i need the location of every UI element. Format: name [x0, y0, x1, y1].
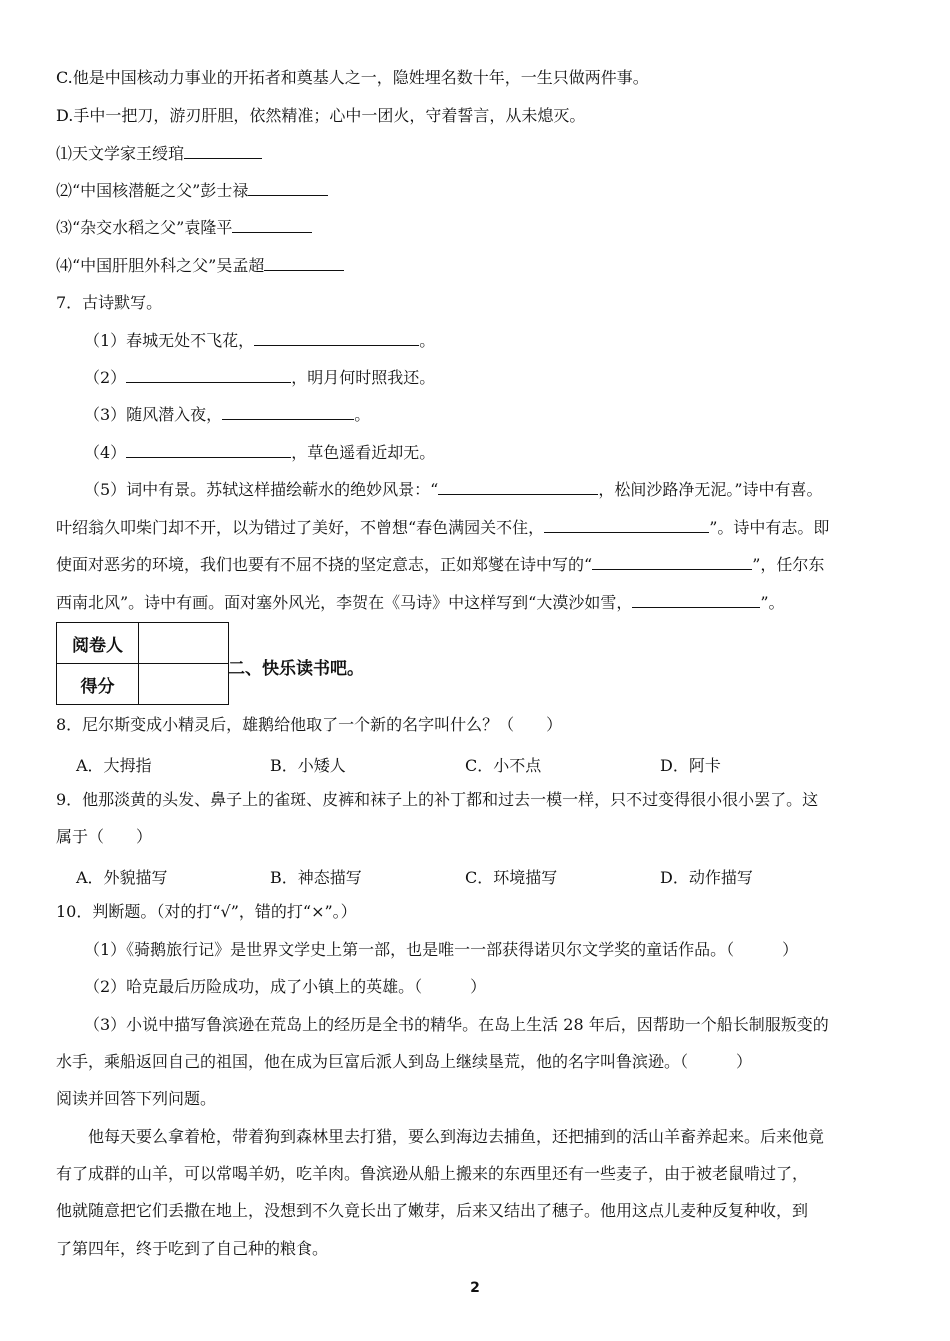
- q7-sub-2: （2） ，明月何时照我还。: [84, 368, 436, 387]
- answer-blank[interactable]: [126, 443, 291, 458]
- section-heading: 二、快乐读书吧。: [228, 659, 364, 679]
- q8-option-a[interactable]: A．大拇指: [76, 756, 152, 775]
- q7-sub-5-line1: （5）词中有景。苏轼这样描绘蕲水的绝妙风景：“ ，松间沙路净无泥。”诗中有喜。: [84, 480, 823, 499]
- q7-sub-5-line4: 西南北风”。诗中有画。面对塞外风光，李贺在《马诗》中这样写到“大漠沙如雪， ”。: [56, 593, 785, 612]
- q8-option-d[interactable]: D．阿卡: [660, 756, 721, 775]
- q10-sub-2: （2）哈克最后历险成功，成了小镇上的英雄。（ ）: [84, 977, 487, 996]
- q7-sub-4: （4） ，草色遥看近却无。: [84, 443, 436, 462]
- q10-sub-3-line2: 水手，乘船返回自己的祖国，他在成为巨富后派人到岛上继续垦荒，他的名字叫鲁滨逊。（ ）: [56, 1052, 753, 1071]
- answer-blank[interactable]: [232, 218, 312, 233]
- passage-line: 了第四年，终于吃到了自己种的粮食。: [56, 1239, 329, 1258]
- q8-stem: 8．尼尔斯变成小精灵后，雄鹅给他取了一个新的名字叫什么？（ ）: [56, 715, 563, 734]
- q10-title: 10．判断题。（对的打“√”，错的打“×”。）: [56, 902, 357, 921]
- grading-table: [56, 622, 229, 705]
- reviewer-label: 阅卷人: [57, 623, 139, 664]
- q9-option-a[interactable]: A．外貌描写: [76, 868, 168, 887]
- q6-item-1: ⑴天文学家王绶琯: [56, 144, 262, 164]
- q9-option-b[interactable]: B．神态描写: [270, 868, 362, 887]
- answer-blank[interactable]: [248, 181, 328, 196]
- q6-item-4: ⑷“中国肝胆外科之父”吴孟超: [56, 256, 344, 276]
- q8-option-c[interactable]: C．小不点: [465, 756, 542, 775]
- q8-option-b[interactable]: B．小矮人: [270, 756, 346, 775]
- answer-blank[interactable]: [222, 405, 354, 420]
- score-cell[interactable]: [139, 664, 229, 705]
- q6-option-d: D.手中一把刀，游刃肝胆，依然精准；心中一团火，守着誓言，从未熄灭。: [56, 106, 586, 125]
- q9-option-c[interactable]: C．环境描写: [465, 868, 558, 887]
- answer-blank[interactable]: [126, 368, 291, 383]
- answer-blank[interactable]: [264, 256, 344, 271]
- answer-blank[interactable]: [254, 331, 419, 346]
- q7-sub-5-line2: 叶绍翁久叩柴门却不开，以为错过了美好，不曾想“春色满园关不住， ”。诗中有志。即: [56, 518, 830, 537]
- score-label: 得分: [57, 664, 139, 705]
- answer-blank[interactable]: [592, 555, 752, 570]
- q10-sub-3-line1: （3）小说中描写鲁滨逊在荒岛上的经历是全书的精华。在岛上生活 28 年后，因帮助一个船长制服叛变的: [84, 1015, 829, 1034]
- q9-option-d[interactable]: D．动作描写: [660, 868, 753, 887]
- q6-item-3: ⑶“杂交水稻之父”袁隆平: [56, 218, 312, 238]
- q10-sub-1: （1）《骑鹅旅行记》是世界文学史上第一部，也是唯一一部获得诺贝尔文学奖的童话作品。（ ）: [84, 940, 799, 959]
- q9-stem-line1: 9．他那淡黄的头发、鼻子上的雀斑、皮裤和袜子上的补丁都和过去一模一样，只不过变得很小很小罢了。这: [56, 790, 819, 809]
- answer-blank[interactable]: [544, 518, 709, 533]
- q6-item-2: ⑵“中国核潜艇之父”彭士禄: [56, 181, 328, 201]
- answer-blank[interactable]: [184, 144, 262, 159]
- q7-sub-1: （1）春城无处不飞花， 。: [84, 331, 436, 350]
- passage-line: 他就随意把它们丢撒在地上，没想到不久竟长出了嫩芽，后来又结出了穗子。他用这点儿麦种反复种收，到: [56, 1201, 809, 1220]
- passage-line: 他每天要么拿着枪，带着狗到森林里去打猎，要么到海边去捕鱼，还把捕到的活山羊畜养起来。后来他竟: [88, 1127, 825, 1146]
- answer-blank[interactable]: [632, 593, 760, 608]
- page-number: 2: [470, 1280, 480, 1296]
- answer-blank[interactable]: [438, 480, 598, 495]
- reviewer-cell[interactable]: [139, 623, 229, 664]
- q7-sub-3: （3）随风潜入夜， 。: [84, 405, 371, 424]
- passage-line: 有了成群的山羊，可以常喝羊奶，吃羊肉。鲁滨逊从船上搬来的东西里还有一些麦子，由于被老鼠啃过了，: [56, 1164, 809, 1183]
- reading-intro: 阅读并回答下列问题。: [56, 1089, 217, 1108]
- q6-option-c: C.他是中国核动力事业的开拓者和奠基人之一，隐姓埋名数十年，一生只做两件事。: [56, 68, 649, 87]
- q7-title: 7．古诗默写。: [56, 293, 163, 312]
- q9-stem-line2: 属于（ ）: [56, 827, 153, 846]
- q7-sub-5-line3: 使面对恶劣的环境，我们也要有不屈不挠的坚定意志，正如郑燮在诗中写的“ ”，任尔东: [56, 555, 825, 574]
